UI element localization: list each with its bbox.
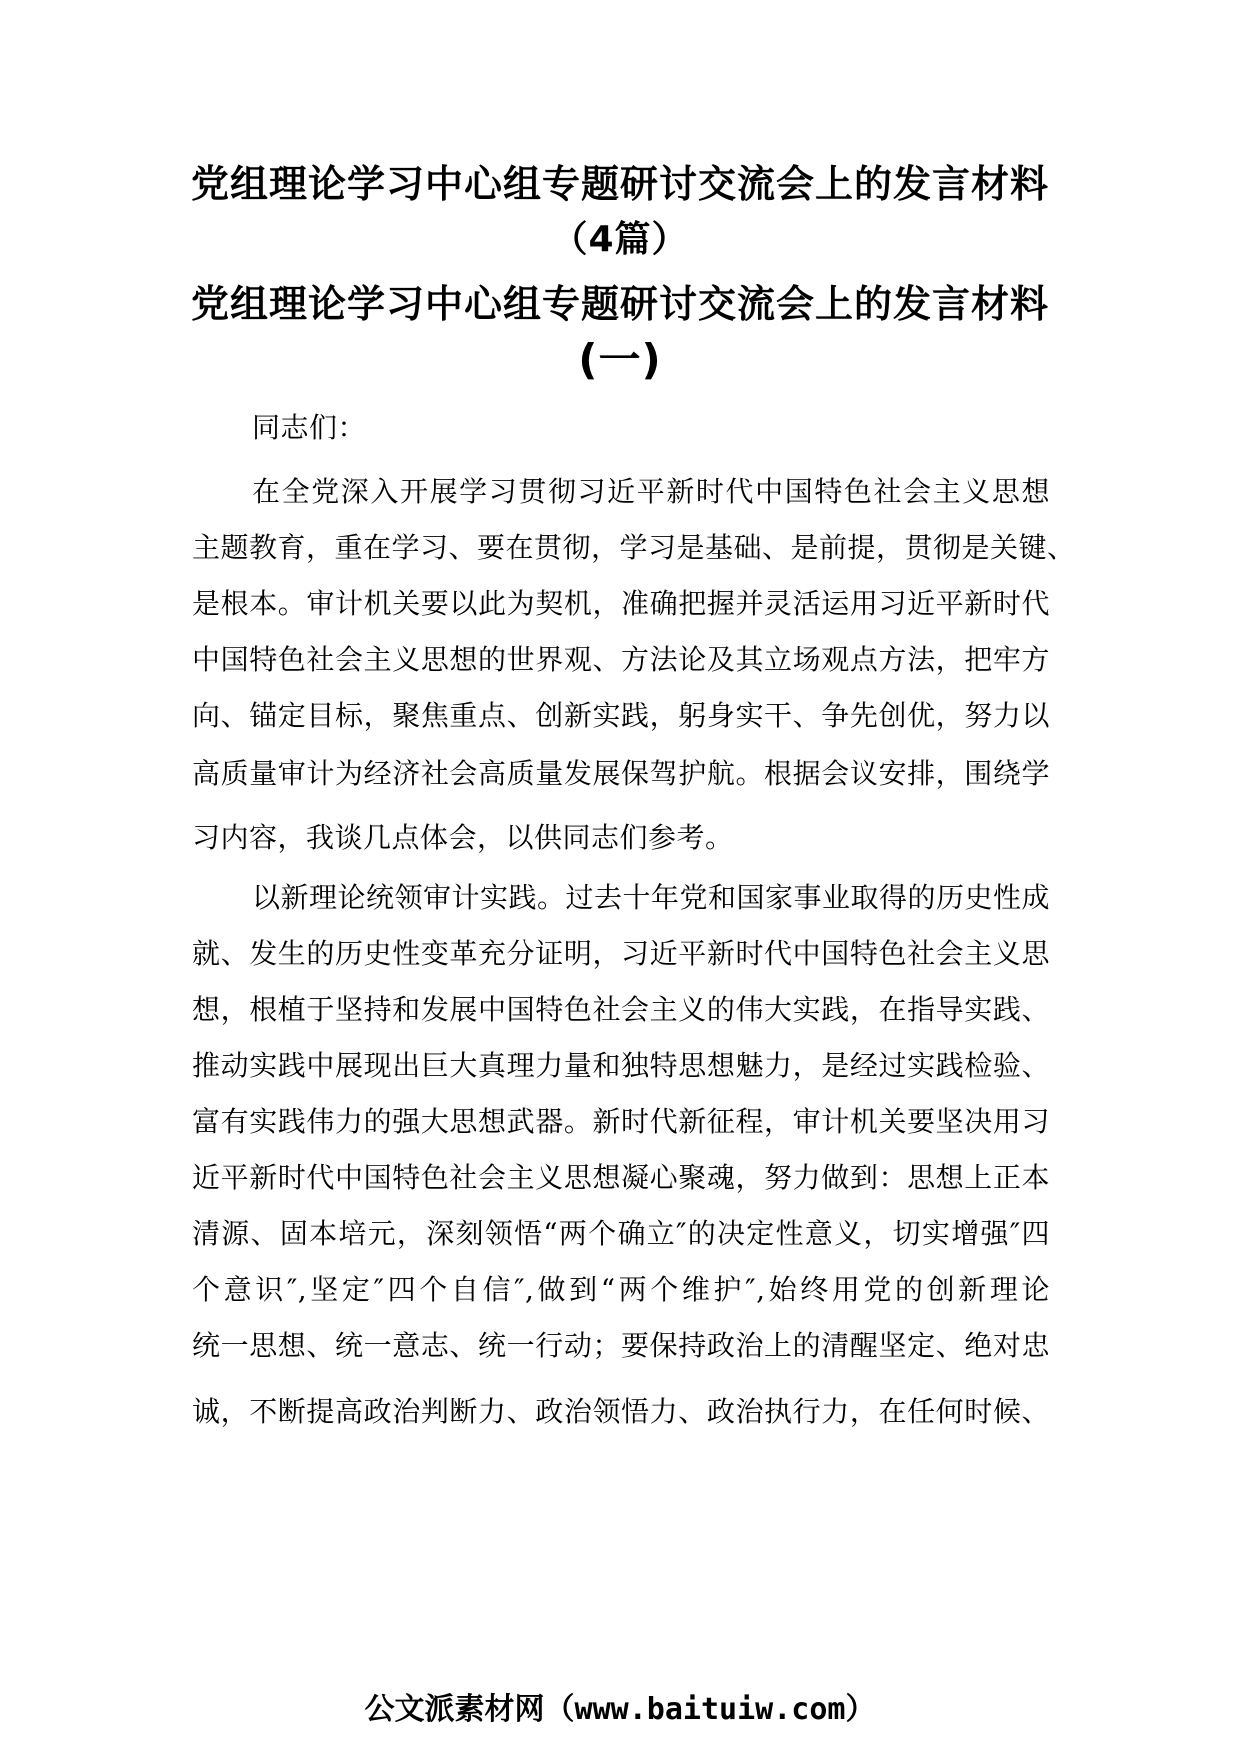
paragraph-line: 诚，不断提高政治判断力、政治领悟力、政治执行力，在任何时候、 bbox=[192, 1395, 1050, 1428]
paragraph-line: 中国特色社会主义思想的世界观、方法论及其立场观点方法，把牢方 bbox=[192, 643, 1050, 676]
paragraph-line: 习内容，我谈几点体会，以供同志们参考。 bbox=[192, 821, 734, 854]
paragraph-line: 向、锚定目标，聚焦重点、创新实践，躬身实干、争先创优，努力以 bbox=[192, 699, 1050, 732]
paragraph-line: 主题教育，重在学习、要在贯彻，学习是基础、是前提，贯彻是关键、 bbox=[192, 531, 1076, 564]
paragraph-line: 以新理论统领审计实践。过去十年党和国家事业取得的历史性成 bbox=[252, 881, 1051, 914]
main-title-count: （4篇） bbox=[551, 219, 689, 260]
section-number: (一) bbox=[578, 335, 662, 384]
paragraph-line: 清源、固本培元，深刻领悟“两个确立″的决定性意义，切实增强″四 bbox=[192, 1217, 1050, 1250]
paragraph-line: 个意识″,坚定″四个自信″,做到“两个维护″,始终用党的创新理论 bbox=[192, 1273, 1050, 1306]
paragraph-line: 是根本。审计机关要以此为契机，准确把握并灵活运用习近平新时代 bbox=[192, 587, 1050, 620]
main-title: 党组理论学习中心组专题研讨交流会上的发言材料 bbox=[190, 162, 1049, 206]
paragraph-line: 在全党深入开展学习贯彻习近平新时代中国特色社会主义思想 bbox=[252, 475, 1050, 508]
footer-watermark: 公文派素材网（www.baituiw.com） bbox=[364, 1692, 876, 1727]
paragraph-line: 高质量审计为经济社会高质量发展保驾护航。根据会议安排，围绕学 bbox=[192, 757, 1050, 790]
paragraph-line: 富有实践伟力的强大思想武器。新时代新征程，审计机关要坚决用习 bbox=[192, 1105, 1050, 1138]
paragraph-line: 想，根植于坚持和发展中国特色社会主义的伟大实践，在指导实践、 bbox=[192, 993, 1050, 1026]
paragraph-line: 推动实践中展现出巨大真理力量和独特思想魅力，是经过实践检验、 bbox=[192, 1049, 1050, 1082]
section-title: 党组理论学习中心组专题研讨交流会上的发言材料 bbox=[190, 282, 1049, 326]
paragraph-line: 统一思想、统一意志、统一行动；要保持政治上的清醒坚定、绝对忠 bbox=[192, 1329, 1050, 1362]
paragraph-line: 近平新时代中国特色社会主义思想凝心聚魂，努力做到：思想上正本 bbox=[192, 1161, 1050, 1194]
paragraph-line: 就、发生的历史性变革充分证明，习近平新时代中国特色社会主义思 bbox=[192, 937, 1050, 970]
salutation: 同志们： bbox=[252, 411, 367, 444]
